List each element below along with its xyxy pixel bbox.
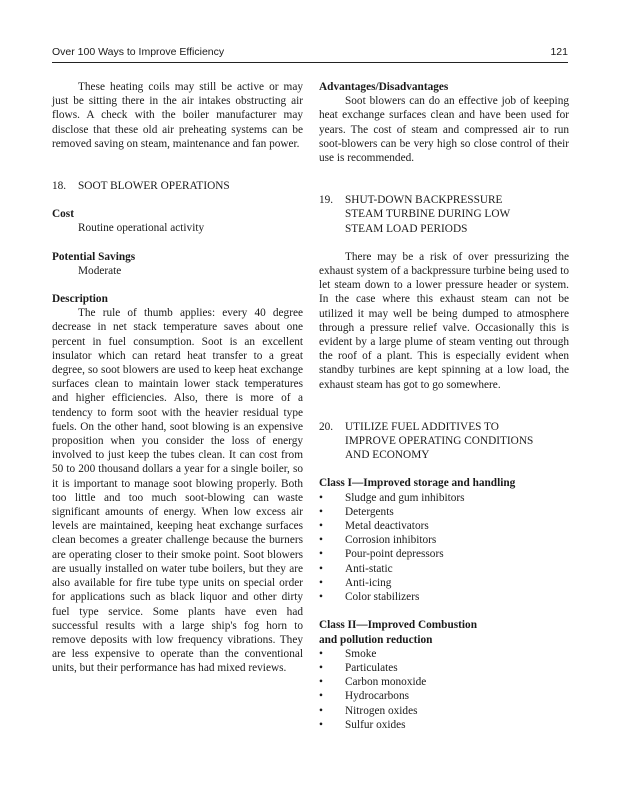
advantages-paragraph: Soot blowers can do an effective job of keeping heat exchange surfaces clean and have been used for years. The cost of steam and compressed air to run soot-blowers can be very high so close control of their use is recommended. xyxy=(319,95,569,165)
cost-heading: Cost xyxy=(52,208,74,221)
bullet-icon: • xyxy=(319,562,323,575)
bullet-icon: • xyxy=(319,576,323,589)
list-item: • Carbon monoxide xyxy=(319,676,427,689)
class-2-heading: Class II—Improved Combustion and pollution reduction xyxy=(319,619,477,646)
bullet-icon: • xyxy=(319,718,323,731)
running-header xyxy=(52,46,568,60)
list-item: • Sludge and gum inhibitors xyxy=(319,491,465,504)
bullet-icon: • xyxy=(319,520,323,533)
section-18-heading xyxy=(52,179,303,193)
bullet-icon: • xyxy=(319,647,323,660)
cost-value: Routine operational activity xyxy=(78,222,205,235)
savings-value: Moderate xyxy=(78,264,122,277)
section-title-line: AND ECONOMY xyxy=(345,449,430,462)
bullet-icon: • xyxy=(319,505,323,518)
section-title-line: STEAM LOAD PERIODS xyxy=(345,222,468,235)
list-item: • Nitrogen oxides xyxy=(319,704,418,717)
bullet-icon: • xyxy=(319,491,323,504)
bullet-icon: • xyxy=(319,704,323,717)
section-title-line: STEAM TURBINE DURING LOW xyxy=(345,208,511,221)
list-item: • Anti-icing xyxy=(319,576,392,589)
book-title: Over 100 Ways to Improve Efficiency xyxy=(52,46,225,58)
savings-heading: Potential Savings xyxy=(52,250,136,263)
section-title-line: UTILIZE FUEL ADDITIVES TO xyxy=(345,420,499,433)
description-paragraph: The rule of thumb applies: every 40 degree decrease in net stack temperature saves about one percent in fuel consumption. Soot is an excellent insulator which can retard heat transfer to a great degree, so soot blowers are used to keep heat exchange surfaces clean to maintain lower stack temperatures and higher efficiencies. Also, there is more of a tendency to form soot with the heavier residual type fuels. On the other hand, soot blowing is an expensive proposition when you consider the loss of energy involved to just keep the tubes clean. It can cost from 50 to 200 thousand dollars a year for a single boiler, so it is important to manage soot blowing properly. Both too little and too much soot-blowing can waste significant amounts of energy. When low excess air levels are maintained, keeping heat exchange surfaces clean becomes a greater challenge because the burners are operating closer to their smoke point. Soot blowers are usually installed on water tube boilers, but they are also available for fire tube type units on special order for applications such as black liquor and other dirty fuel type service. Some plants have even had successful results with a large ship's fog horn to remove deposits with low frequency vibrations. They are less expensive to operate than the conventional units, but their performance has had mixed reviews. xyxy=(52,307,303,675)
section-title-line: IMPROVE OPERATING CONDITIONS xyxy=(345,435,534,448)
bullet-icon: • xyxy=(319,676,323,689)
page-number: 121 xyxy=(550,46,568,58)
section-number: 20. xyxy=(319,420,334,433)
section-19-heading xyxy=(319,193,569,236)
list-item: • Hydrocarbons xyxy=(319,690,409,703)
class-1-heading: Class I—Improved storage and handling xyxy=(319,477,516,490)
right-column xyxy=(319,80,569,732)
description-heading: Description xyxy=(52,293,108,306)
section-title-line: SHUT-DOWN BACKPRESSURE xyxy=(345,194,503,207)
section-number: 18. xyxy=(52,180,67,193)
section-19-paragraph: There may be a risk of over pressurizing the exhaust system of a backpressure turbine being used to let steam down to a lower pressure header or system. In the case where this exhaust steam can not be utilized it may well be being dumped to atmosphere through a pressure relief valve. Occasionally this is evident by a large plume of steam venting out through the roof of a plant. This is especially evident when standby turbines are kept spinning at a low load, the exhaust steam has got to go somewhere. xyxy=(319,250,569,391)
list-item: • Corrosion inhibitors xyxy=(319,534,437,547)
bullet-icon: • xyxy=(319,591,323,604)
bullet-icon: • xyxy=(319,661,323,674)
bullet-icon: • xyxy=(319,690,323,703)
bullet-icon: • xyxy=(319,548,323,561)
left-column xyxy=(52,80,303,676)
section-title xyxy=(345,420,569,463)
class-2-list xyxy=(319,647,569,732)
list-item: • Metal deactivators xyxy=(319,520,429,533)
bullet-icon: • xyxy=(319,534,323,547)
list-item: • Sulfur oxides xyxy=(319,718,406,731)
list-item: • Anti-static xyxy=(319,562,393,575)
section-20-heading xyxy=(319,420,569,463)
list-item: • Pour-point depressors xyxy=(319,548,444,561)
list-item: • Detergents xyxy=(319,505,394,518)
advantages-heading: Advantages/Disadvantages xyxy=(319,81,449,93)
class-1-list xyxy=(319,491,569,605)
list-item: • Smoke xyxy=(319,647,377,660)
section-title xyxy=(345,193,569,236)
list-item: • Color stabilizers xyxy=(319,591,420,604)
section-number: 19. xyxy=(319,194,334,207)
header-rule xyxy=(52,62,568,63)
section-title: SOOT BLOWER OPERATIONS xyxy=(78,180,230,193)
intro-paragraph: These heating coils may still be active or may just be sitting there in the air intakes obstructing air flows. A check with the boiler manufacturer may disclose that these old air preheating systems can be removed saving on steam, maintenance and fan power. xyxy=(52,81,303,150)
list-item: • Particulates xyxy=(319,661,398,674)
